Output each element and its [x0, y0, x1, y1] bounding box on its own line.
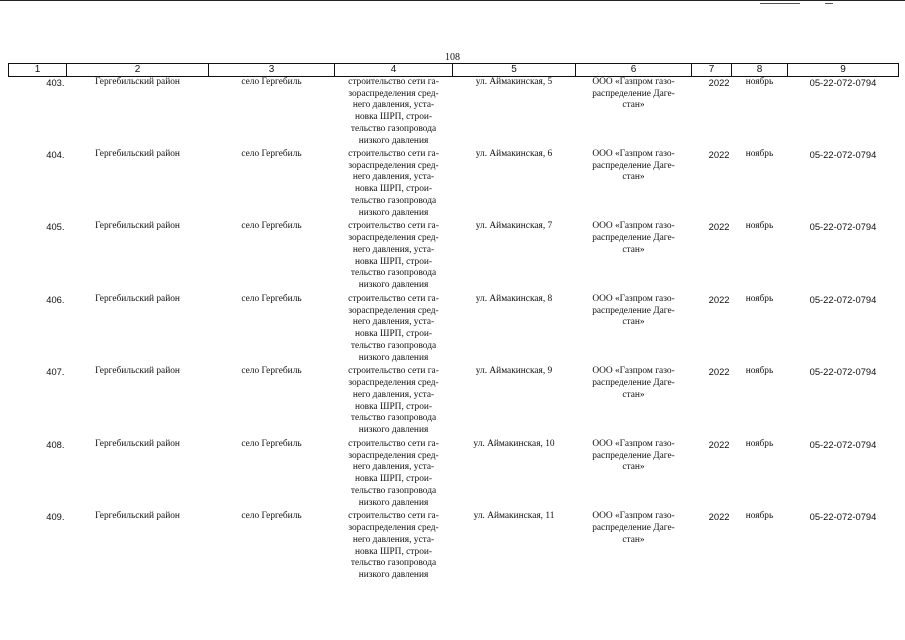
district-cell: Гергебильский район [95, 438, 180, 449]
settlement-cell: село Гергебиль [241, 511, 302, 522]
table-row [9, 221, 899, 294]
work-description-cell: строительство сети га- зораспределения сред- него давления, уста- новка ШРП, строи- тельство газопровода низкого давления [348, 366, 439, 436]
table-row [9, 366, 899, 439]
page-number: 108 [445, 52, 460, 63]
month-cell: ноябрь [745, 366, 774, 377]
district-cell: Гергебильский район [95, 366, 180, 377]
settlement-cell: село Гергебиль [241, 366, 302, 377]
year-cell: 2022 [708, 366, 730, 378]
organization-cell: ООО «Газпром газо- распределение Даге- стан» [592, 293, 675, 328]
row-number: 403. [46, 76, 65, 88]
column-header: 5 [453, 64, 576, 77]
settlement-cell: село Гергебиль [241, 76, 302, 87]
address-cell: ул. Аймакинская, 8 [475, 293, 553, 304]
register-table [8, 63, 899, 584]
code-cell: 05-22-072-0794 [809, 76, 877, 88]
year-cell: 2022 [708, 221, 730, 233]
column-header: 3 [209, 64, 335, 77]
column-header: 9 [788, 64, 899, 77]
district-cell: Гергебильский район [95, 148, 180, 159]
row-number: 408. [46, 438, 65, 450]
organization-cell: ООО «Газпром газо- распределение Даге- стан» [592, 511, 675, 545]
year-cell: 2022 [708, 148, 730, 160]
work-description-cell: строительство сети га- зораспределения сред- него давления, уста- новка ШРП, строи- тельство газопровода низкого давления [348, 76, 439, 146]
month-cell: ноябрь [745, 221, 774, 232]
code-cell: 05-22-072-0794 [809, 221, 877, 233]
organization-cell: ООО «Газпром газо- распределение Даге- стан» [592, 438, 675, 473]
code-cell: 05-22-072-0794 [809, 438, 877, 450]
month-cell: ноябрь [745, 438, 774, 449]
address-cell: ул. Аймакинская, 5 [475, 76, 553, 87]
work-description-cell: строительство сети га- зораспределения сред- него давления, уста- новка ШРП, строи- тельство газопровода низкого давления [348, 511, 439, 581]
row-number: 404. [46, 148, 65, 160]
address-cell: ул. Аймакинская, 11 [473, 511, 555, 522]
column-header: 7 [692, 64, 732, 77]
settlement-cell: село Гергебиль [241, 438, 302, 449]
year-cell: 2022 [708, 76, 730, 88]
address-cell: ул. Аймакинская, 10 [473, 438, 555, 449]
work-description-cell: строительство сети га- зораспределения сред- него давления, уста- новка ШРП, строи- тельство газопровода низкого давления [348, 293, 439, 363]
table-row [9, 76, 899, 149]
column-header: 8 [732, 64, 788, 77]
organization-cell: ООО «Газпром газо- распределение Даге- стан» [592, 221, 675, 255]
scan-smudge [825, 3, 833, 4]
row-number: 407. [46, 366, 65, 378]
district-cell: Гергебильский район [95, 221, 180, 232]
settlement-cell: село Гергебиль [241, 221, 302, 232]
year-cell: 2022 [708, 438, 730, 450]
code-cell: 05-22-072-0794 [809, 366, 877, 378]
table-row [9, 149, 899, 222]
address-cell: ул. Аймакинская, 9 [475, 366, 553, 377]
work-description-cell: строительство сети га- зораспределения сред- него давления, уста- новка ШРП, строи- тельство газопровода низкого давления [348, 148, 439, 218]
scan-smudge [760, 3, 800, 4]
month-cell: ноябрь [745, 148, 774, 159]
settlement-cell: село Гергебиль [241, 293, 302, 304]
column-header: 1 [9, 64, 67, 77]
address-cell: ул. Аймакинская, 7 [475, 221, 553, 232]
code-cell: 05-22-072-0794 [809, 293, 877, 305]
work-description-cell: строительство сети га- зораспределения сред- него давления, уста- новка ШРП, строи- тельство газопровода низкого давления [348, 438, 439, 508]
month-cell: ноябрь [745, 293, 774, 304]
column-header: 6 [576, 64, 692, 77]
table-row [9, 439, 899, 512]
month-cell: ноябрь [745, 76, 774, 87]
column-header: 4 [335, 64, 453, 77]
year-cell: 2022 [708, 293, 730, 305]
row-number: 409. [46, 511, 65, 523]
organization-cell: ООО «Газпром газо- распределение Даге- стан» [592, 366, 675, 400]
table-row [9, 511, 899, 584]
code-cell: 05-22-072-0794 [809, 511, 877, 523]
month-cell: ноябрь [745, 511, 774, 522]
column-number-row [9, 64, 899, 77]
row-number: 405. [46, 221, 65, 233]
district-cell: Гергебильский район [95, 76, 180, 87]
column-header: 2 [67, 64, 209, 77]
work-description-cell: строительство сети га- зораспределения сред- него давления, уста- новка ШРП, строи- тельство газопровода низкого давления [348, 221, 439, 291]
address-cell: ул. Аймакинская, 6 [475, 148, 553, 159]
district-cell: Гергебильский район [95, 293, 180, 304]
year-cell: 2022 [708, 511, 730, 523]
scan-edge-line [0, 0, 905, 1]
row-number: 406. [46, 293, 65, 305]
table-row [9, 294, 899, 367]
organization-cell: ООО «Газпром газо- распределение Даге- стан» [592, 76, 675, 111]
code-cell: 05-22-072-0794 [809, 148, 877, 160]
settlement-cell: село Гергебиль [241, 148, 302, 159]
organization-cell: ООО «Газпром газо- распределение Даге- стан» [592, 148, 675, 183]
district-cell: Гергебильский район [95, 511, 180, 522]
